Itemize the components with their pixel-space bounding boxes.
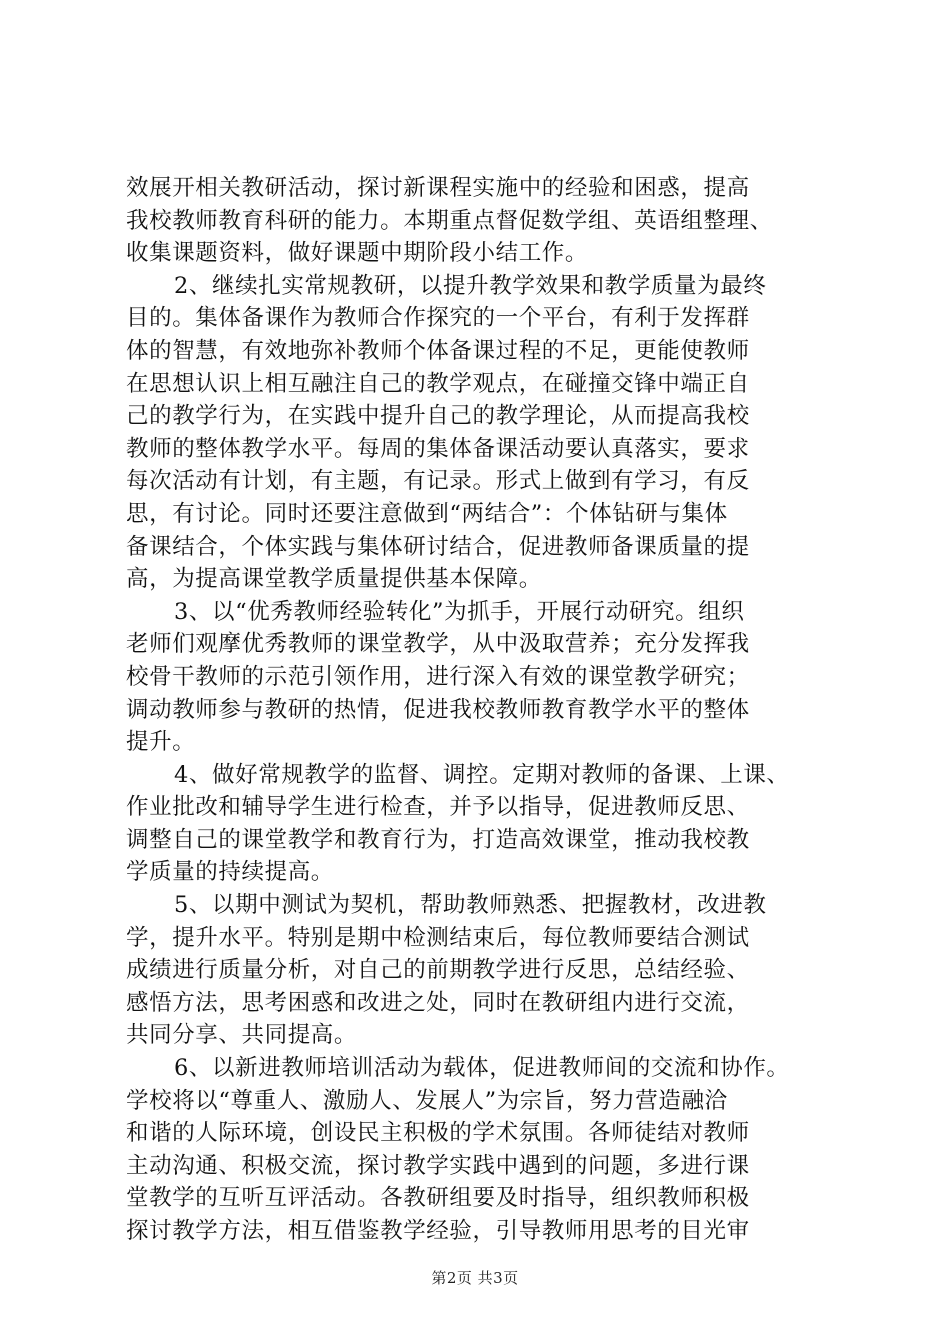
text-line: 学质量的持续提高。 — [126, 859, 334, 886]
paragraph — [126, 759, 838, 889]
text-line: 堂教学的互听互评活动。各教研组要及时指导，组织教师积极 — [126, 1185, 750, 1212]
paragraph — [126, 596, 838, 759]
text-line: 调动教师参与教研的热情，促进我校教师教育教学水平的整体 — [126, 696, 750, 723]
paragraph — [126, 889, 838, 1052]
text-line: 备课结合，个体实践与集体研讨结合，促进教师备课质量的提 — [126, 533, 750, 560]
text-line: 每次活动有计划，有主题，有记录。形式上做到有学习，有反 — [126, 468, 750, 495]
text-line: 校骨干教师的示范引领作用，进行深入有效的课堂教学研究； — [126, 663, 750, 690]
text-line: 主动沟通、积极交流，探讨教学实践中遇到的问题，多进行课 — [126, 1152, 750, 1179]
text-line: 提升。 — [126, 729, 196, 756]
text-line: 调整自己的课堂教学和教育行为，打造高效课堂，推动我校教 — [126, 826, 750, 853]
text-line: 作业批改和辅导学生进行检查，并予以指导，促进教师反思、 — [126, 794, 750, 821]
paragraph — [126, 1052, 838, 1248]
text-line: 6、以新进教师培训活动为载体，促进教师间的交流和协作。 — [174, 1055, 790, 1082]
text-line: 5、以期中测试为契机，帮助教师熟悉、把握教材，改进教 — [174, 892, 767, 919]
text-line: 我校教师教育科研的能力。本期重点督促数学组、英语组整理、 — [126, 207, 773, 234]
text-line: 目的。集体备课作为教师合作探究的一个平台，有利于发挥群 — [126, 305, 750, 332]
text-line: 共同分享、共同提高。 — [126, 1022, 358, 1049]
text-line: 学，提升水平。特别是期中检测结束后，每位教师要结合测试 — [126, 924, 750, 951]
text-line: 效展开相关教研活动，探讨新课程实施中的经验和困惑，提高 — [126, 175, 750, 201]
text-line: 感悟方法，思考困惑和改进之处，同时在教研组内进行交流， — [126, 989, 750, 1016]
page-number-footer: 第2页 共3页 — [431, 1269, 519, 1287]
text-line: 体的智慧，有效地弥补教师个体备课过程的不足，更能使教师 — [126, 337, 750, 364]
text-line: 己的教学行为，在实践中提升自己的教学理论，从而提高我校 — [126, 403, 750, 430]
text-line: 教师的整体教学水平。每周的集体备课活动要认真落实，要求 — [126, 435, 750, 462]
text-line: 2、继续扎实常规教研，以提升教学效果和教学质量为最终 — [174, 272, 767, 299]
text-line: 和谐的人际环境，创设民主积极的学术氛围。各师徒结对教师 — [126, 1120, 750, 1147]
text-line: 4、做好常规教学的监督、调控。定期对教师的备课、上课、 — [174, 761, 790, 788]
text-line: 高，为提高课堂教学质量提供基本保障。 — [126, 566, 542, 593]
document-body — [126, 172, 838, 1248]
text-line: 收集课题资料，做好课题中期阶段小结工作。 — [126, 240, 589, 267]
text-line: 成绩进行质量分析，对自己的前期教学进行反思，总结经验、 — [126, 957, 750, 984]
text-line: 探讨教学方法，相互借鉴教学经验，引导教师用思考的目光审 — [126, 1218, 750, 1244]
text-line: 在思想认识上相互融注自己的教学观点，在碰撞交锋中端正自 — [126, 370, 750, 397]
text-line: 老师们观摩优秀教师的课堂教学，从中汲取营养；充分发挥我 — [126, 631, 750, 658]
text-line: 3、以“优秀教师经验转化”为抓手，开展行动研究。组织 — [174, 598, 745, 625]
text-line: 思，有讨论。同时还要注意做到“两结合”：个体钻研与集体 — [126, 500, 728, 527]
text-line: 学校将以“尊重人、激励人、发展人”为宗旨，努力营造融洽 — [126, 1087, 728, 1114]
paragraph — [126, 172, 838, 270]
paragraph — [126, 270, 838, 596]
